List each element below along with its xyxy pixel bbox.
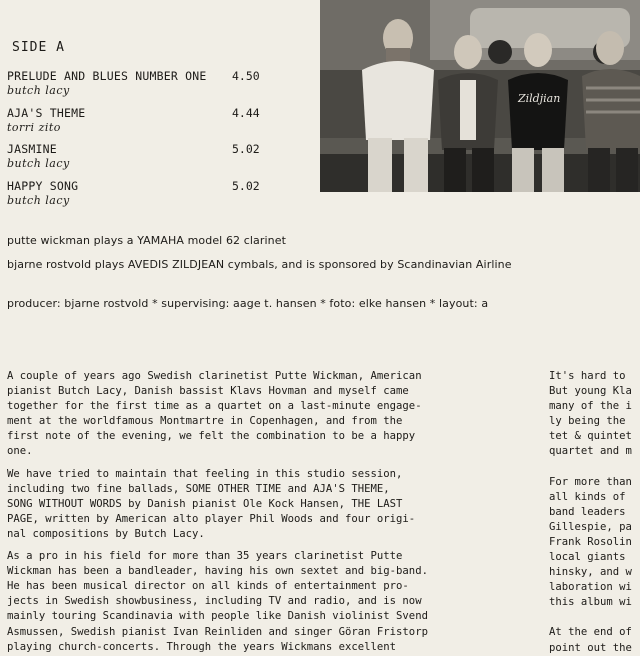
track-author: butch lacy [7,157,70,170]
track-author: butch lacy [7,194,70,207]
text-line: As a pro in his field for more than 35 years clarinetist Putte [7,550,403,563]
text-line: We have tried to maintain that feeling in this studio session, [7,467,403,480]
text-line: Frank Rosolin [549,535,632,548]
text-line: first note of the evening, we felt the combination to be a happy [7,430,416,443]
text-line: one. [7,445,33,458]
track-title: HAPPY SONG [7,179,79,193]
credit-clarinet: putte wickman plays a YAMAHA model 62 clarinet [7,234,287,247]
text-line: band leaders [549,505,626,518]
track-title: PRELUDE AND BLUES NUMBER ONE [7,69,207,83]
text-line: local giants [549,551,626,564]
liner-notes-right-column [549,369,632,656]
band-photo [320,0,640,192]
band-photo-illustration [320,0,640,192]
track-title: JASMINE [7,142,57,156]
text-line: this album wi [549,596,632,609]
text-line [7,460,428,467]
text-line: Wickman has been a bandleader, having his own sextet and big-band. [7,565,428,578]
text-line: For more than [549,475,632,488]
text-line: At the end of [549,626,632,639]
text-line: PAGE, written by American alto player Phil Woods and four origi- [7,512,416,525]
text-line: But young Kla [549,385,632,398]
track-time: 5.02 [232,142,260,156]
text-line: Gillespie, pa [549,520,632,533]
text-line [7,542,428,549]
text-line: laboration wi [549,581,632,594]
text-line: nal compositions by Butch Lacy. [7,527,205,540]
text-line: playing church-concerts. Through the years Wickmans excellent [7,640,397,653]
text-line: hinsky, and w [549,566,632,579]
credit-cymbals: bjarne rostvold plays AVEDIS ZILDJEAN cymbals, and is sponsored by Scandinavian Airline [7,258,512,271]
text-line: SONG WITHOUT WORDS by Danish pianist Ole Kock Hansen, THE LAST [7,497,403,510]
text-line: ly being the [549,415,626,428]
text-line: ment at the worldfamous Montmartre in Copenhagen, and from the [7,415,403,428]
track-time: 4.44 [232,106,260,120]
text-line: mainly touring Scandinavia with people like Danish violinist Svend [7,610,428,623]
text-line: including two fine ballads, SOME OTHER TIME and AJA'S THEME, [7,482,390,495]
text-line: It's hard to [549,370,626,382]
text-line: He has been musical director on all kinds of entertainment pro- [7,580,409,593]
liner-notes-left-column [7,369,428,655]
side-label: SIDE A [12,40,65,55]
text-line [549,610,632,625]
text-line: pianist Butch Lacy, Danish bassist Klavs Hovman and myself came [7,385,409,398]
text-line [549,460,632,475]
credit-production: producer: bjarne rostvold * supervising: aage t. hansen * foto: elke hansen * layout: a [7,297,489,310]
text-line: Asmussen, Swedish pianist Ivan Reinliden and singer Göran Fristorp [7,625,428,638]
track-title: AJA'S THEME [7,106,86,120]
text-line: jects in Swedish showbusiness, including TV and radio, and is now [7,595,422,608]
text-line: tet & quintet [549,430,632,443]
text-line: quartet and m [549,445,632,458]
track-time: 5.02 [232,179,260,193]
text-line: together for the first time as a quartet on a last-minute engage- [7,400,422,413]
shirt-logo: Zildjian [518,92,561,105]
text-line: A couple of years ago Swedish clarinetist Putte Wickman, American [7,370,422,382]
track-author: butch lacy [7,84,70,97]
text-line: all kinds of [549,490,626,503]
track-time: 4.50 [232,69,260,83]
text-line: point out the [549,641,632,654]
track-author: torri zito [7,121,61,134]
text-line: many of the i [549,400,632,413]
